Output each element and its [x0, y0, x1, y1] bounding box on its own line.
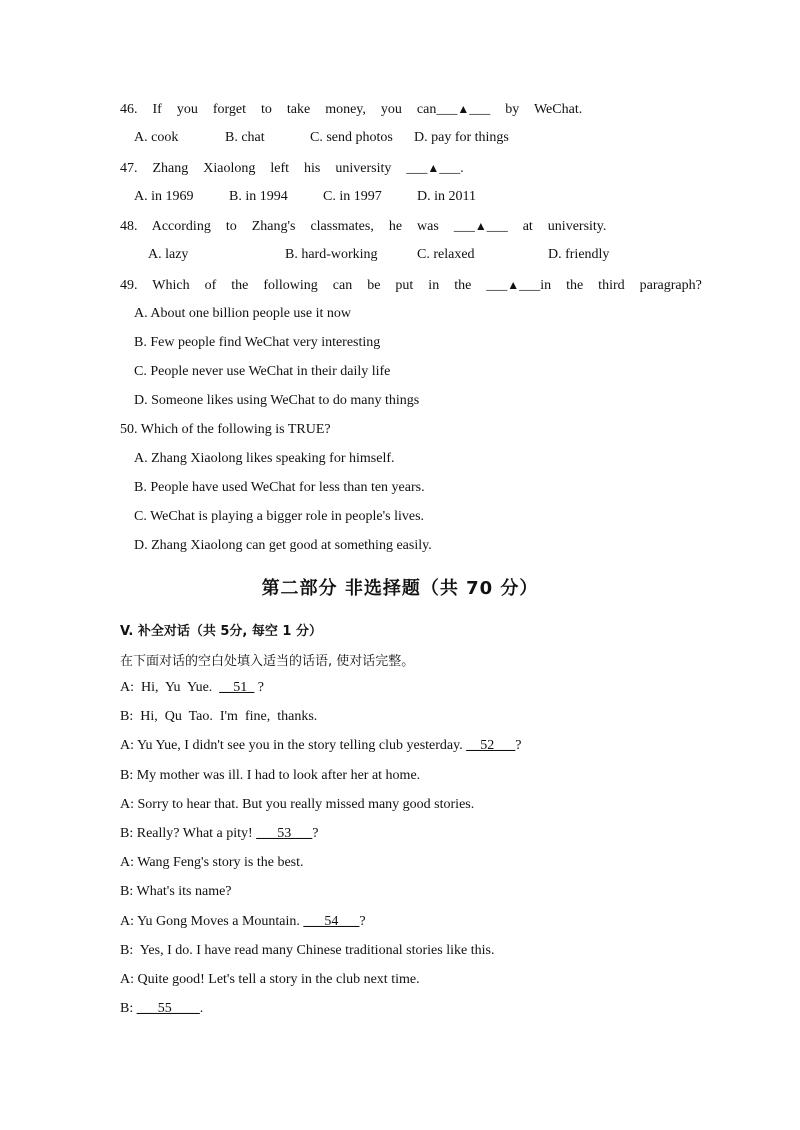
dialogue-text-tail: .	[199, 1001, 204, 1016]
question-46-tail: by WeChat.	[490, 102, 583, 117]
dialogue-line	[120, 737, 521, 755]
dialogue-text: A: Yu Yue, I didn't see you in the story telling club yesterday.	[120, 738, 467, 753]
triangle-marker-icon: ▲	[427, 161, 440, 175]
dialogue-text: A: Wang Feng's story is the best.	[120, 855, 304, 870]
option-48-d: D. friendly	[548, 247, 610, 262]
blank-underline: ___	[436, 102, 458, 117]
question-49	[120, 276, 702, 295]
dialogue-text-tail: ?	[359, 914, 366, 929]
option-50-b: B. People have used WeChat for less than ten years.	[134, 480, 425, 495]
dialogue-line	[120, 913, 366, 931]
dialogue-text: B: Yes, I do. I have read many Chinese traditional stories like this.	[120, 943, 495, 958]
option-47-b: B. in 1994	[229, 189, 288, 204]
question-48-tail: at university.	[507, 219, 607, 234]
answer-blank: __52___	[466, 738, 516, 753]
blank-underline: ___	[486, 278, 508, 293]
dialogue-line	[120, 796, 474, 814]
blank-underline: ___	[406, 161, 428, 176]
dialogue-text: B: Really? What a pity!	[120, 826, 257, 841]
section-five-title: V. 补全对话（共 5分, 每空 1 分）	[120, 624, 322, 639]
option-50-c: C. WeChat is playing a bigger role in people's lives.	[134, 509, 425, 524]
option-46-c: C. send photos	[310, 130, 393, 145]
dialogue-line	[120, 825, 318, 843]
dialogue-line	[120, 942, 494, 960]
part-two-heading: 第二部分 非选择题（共 70 分）	[261, 578, 539, 599]
dialogue-line	[120, 971, 420, 989]
option-49-a: A. About one billion people use it now	[134, 306, 351, 321]
dialogue-text: B:	[120, 1001, 137, 1016]
dialogue-text: B: What's its name?	[120, 884, 232, 899]
dialogue-text-tail: ?	[254, 680, 265, 695]
dialogue-text: A: Yu Gong Moves a Mountain.	[120, 914, 304, 929]
option-47-c: C. in 1997	[323, 189, 382, 204]
blank-underline: ___	[519, 278, 541, 293]
question-49-tail: in the third paragraph?	[540, 278, 702, 293]
dialogue-line	[120, 679, 264, 697]
question-47-tail: .	[460, 161, 464, 176]
option-48-b: B. hard-working	[285, 247, 378, 262]
blank-underline: ___	[469, 102, 491, 117]
triangle-marker-icon: ▲	[507, 278, 520, 292]
blank-underline: ___	[453, 219, 475, 234]
question-49-text: 49. Which of the following can be put in the	[120, 278, 487, 293]
dialogue-line	[120, 1000, 203, 1018]
section-five-instruction: 在下面对话的空白处填入适当的话语, 使对话完整。	[120, 654, 415, 669]
option-49-d: D. Someone likes using WeChat to do many things	[134, 393, 420, 408]
option-50-d: D. Zhang Xiaolong can get good at something easily.	[134, 538, 432, 553]
answer-blank: ___54___	[303, 914, 360, 929]
question-47	[120, 159, 464, 178]
answer-blank: ___55____	[136, 1001, 200, 1016]
question-48	[120, 217, 606, 236]
dialogue-text: A: Hi, Yu Yue.	[120, 680, 220, 695]
option-46-d: D. pay for things	[414, 130, 509, 145]
dialogue-text: A: Quite good! Let's tell a story in the club next time.	[120, 972, 420, 987]
dialogue-text-tail: ?	[515, 738, 522, 753]
dialogue-text: A: Sorry to hear that. But you really missed many good stories.	[120, 797, 475, 812]
option-47-a: A. in 1969	[134, 189, 194, 204]
option-48-c: C. relaxed	[417, 247, 475, 262]
question-47-text: 47. Zhang Xiaolong left his university	[120, 161, 407, 176]
blank-underline: ___	[439, 161, 461, 176]
question-50: 50. Which of the following is TRUE?	[120, 422, 331, 437]
dialogue-line	[120, 883, 232, 901]
question-46-text: 46. If you forget to take money, you can	[120, 102, 437, 117]
option-46-a: A. cook	[134, 130, 179, 145]
option-49-b: B. Few people find WeChat very interesting	[134, 335, 381, 350]
answer-blank: __51_	[219, 680, 255, 695]
option-48-a: A. lazy	[148, 247, 189, 262]
question-46	[120, 100, 582, 119]
question-48-text: 48. According to Zhang's classmates, he was	[120, 219, 454, 234]
dialogue-text-tail: ?	[312, 826, 319, 841]
option-46-b: B. chat	[225, 130, 265, 145]
triangle-marker-icon: ▲	[474, 219, 487, 233]
option-50-a: A. Zhang Xiaolong likes speaking for himself.	[134, 451, 395, 466]
dialogue-line	[120, 708, 317, 726]
option-47-d: D. in 2011	[417, 189, 476, 204]
dialogue-text: B: Hi, Qu Tao. I'm fine, thanks.	[120, 709, 318, 724]
dialogue-line	[120, 767, 420, 785]
blank-underline: ___	[486, 219, 508, 234]
option-49-c: C. People never use WeChat in their daily life	[134, 364, 391, 379]
dialogue-text: B: My mother was ill. I had to look after her at home.	[120, 768, 421, 783]
dialogue-line	[120, 854, 304, 872]
triangle-marker-icon: ▲	[457, 102, 470, 116]
answer-blank: ___53___	[256, 826, 313, 841]
